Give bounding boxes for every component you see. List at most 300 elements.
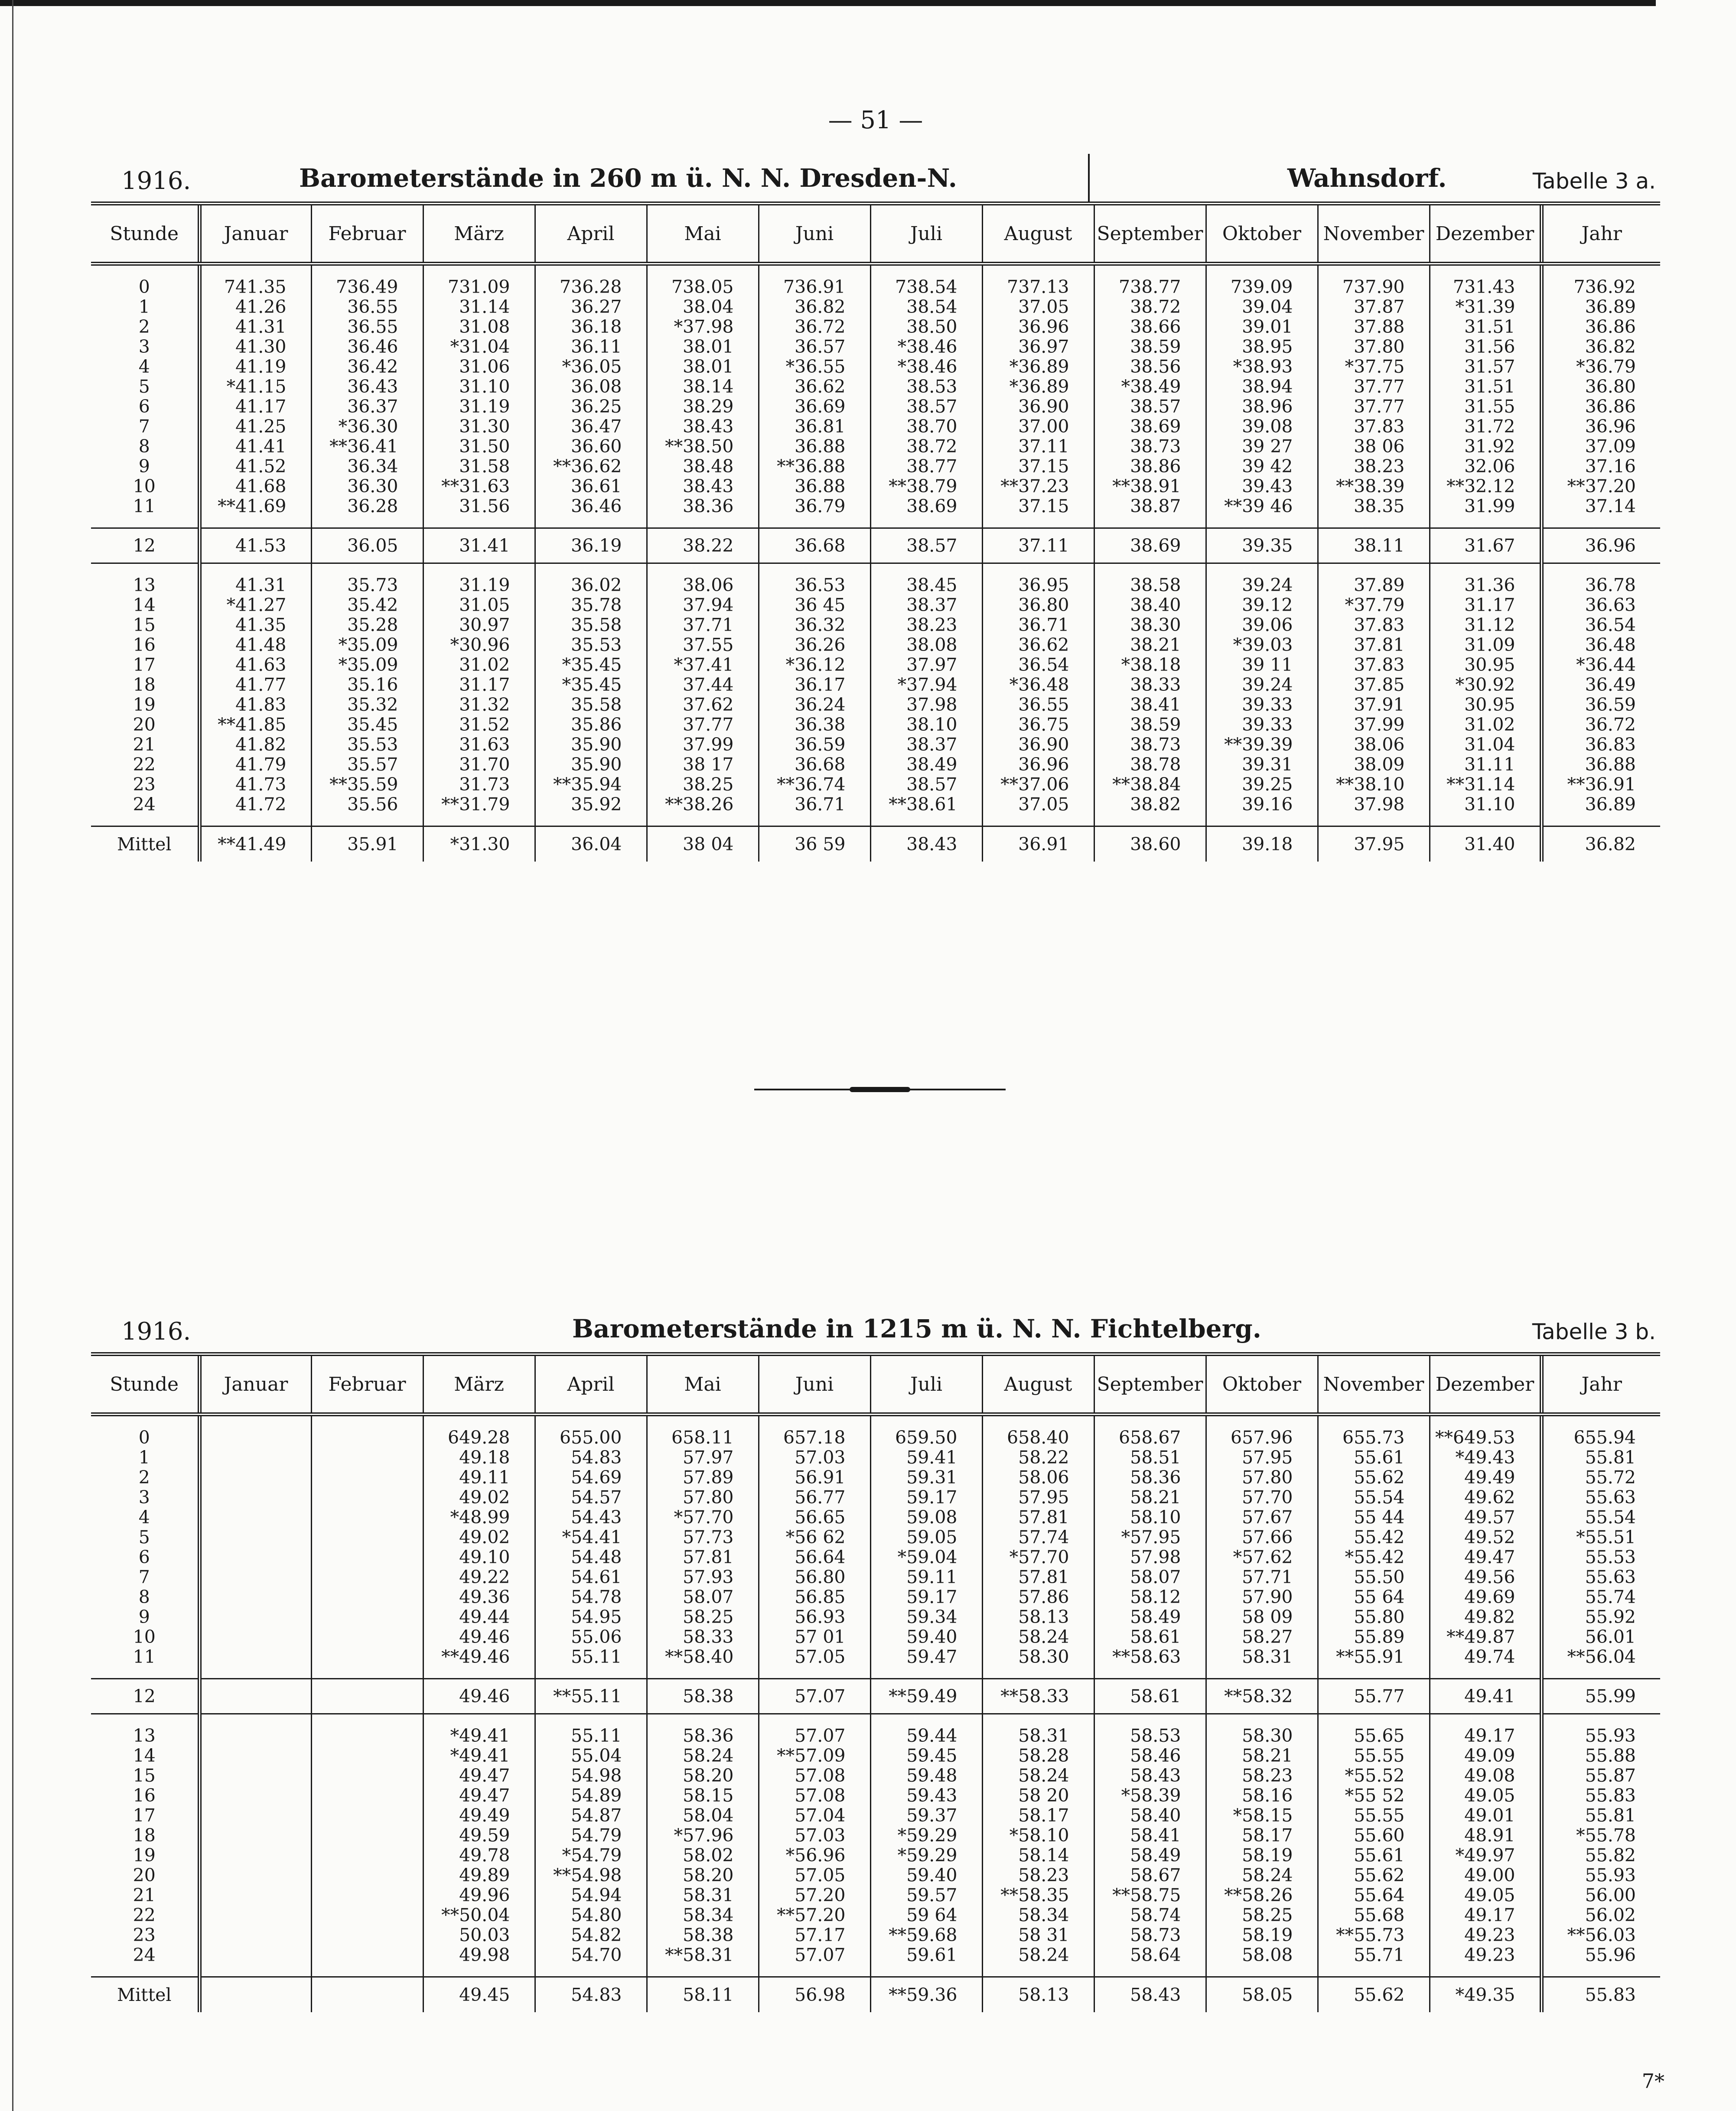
table-row (91, 1467, 1660, 1487)
value-cell: 49.78 (423, 1845, 535, 1865)
value-cell: 58.25 (647, 1607, 759, 1627)
value-cell: *56.96 (759, 1845, 870, 1865)
value-cell: 37.44 (647, 675, 759, 695)
section-fichtelberg (91, 1304, 1660, 2012)
value-cell: 38.30 (1094, 615, 1206, 635)
value-cell (199, 1925, 311, 1945)
hour-cell: 2 (138, 1467, 150, 1488)
table-row (91, 595, 1660, 615)
value-cell: 30.95 (1430, 695, 1541, 715)
value-cell: 39 11 (1206, 655, 1318, 675)
value-cell: 37.88 (1318, 317, 1430, 337)
hour-cell: Mittel (117, 834, 172, 855)
value-cell (199, 1865, 311, 1885)
value-cell: 58.25 (1206, 1905, 1318, 1925)
value-cell (311, 1865, 423, 1885)
column-header: Dezember (1430, 204, 1541, 264)
value-cell: 37.09 (1541, 436, 1660, 456)
value-cell: 59.34 (870, 1607, 982, 1627)
spacer-row (91, 1415, 1660, 1428)
value-cell: 58.21 (1206, 1746, 1318, 1766)
value-cell: 58.36 (1094, 1467, 1206, 1487)
value-cell: 49.82 (1430, 1607, 1541, 1627)
barometer-table (91, 1352, 1660, 2012)
value-cell: 59.45 (870, 1746, 982, 1766)
value-cell: 56.93 (759, 1607, 870, 1627)
value-cell: 58.11 (647, 1978, 759, 2012)
table-row (91, 1527, 1660, 1547)
value-cell: 49.89 (423, 1865, 535, 1885)
value-cell: 39.24 (1206, 675, 1318, 695)
spacer-row (91, 516, 1660, 528)
value-cell: 56.77 (759, 1487, 870, 1507)
value-cell: 56.02 (1541, 1905, 1660, 1925)
value-cell: 38.40 (1094, 595, 1206, 615)
value-cell (311, 1925, 423, 1945)
value-cell: 35.53 (311, 735, 423, 755)
table-row (91, 1905, 1660, 1925)
value-cell: 41.77 (199, 675, 311, 695)
value-cell: 38.43 (647, 476, 759, 496)
value-cell: 36.96 (982, 755, 1094, 774)
value-cell: 49.05 (1430, 1885, 1541, 1905)
value-cell: 38.14 (647, 377, 759, 397)
value-cell: 41.82 (199, 735, 311, 755)
value-cell: 38.06 (1318, 735, 1430, 755)
value-cell: *41.27 (199, 595, 311, 615)
value-cell: *36.05 (535, 357, 647, 377)
value-cell: 38.57 (870, 529, 982, 563)
value-cell: 38.69 (870, 496, 982, 516)
value-cell: *35.09 (311, 655, 423, 675)
column-header: April (535, 204, 647, 264)
value-cell: 36.34 (311, 456, 423, 476)
value-cell: 38.04 (647, 297, 759, 317)
value-cell: **59.36 (870, 1978, 982, 2012)
value-cell: 49.46 (423, 1679, 535, 1714)
value-cell: 54.57 (535, 1487, 647, 1507)
value-cell (199, 1945, 311, 1965)
value-cell: 741.35 (199, 277, 311, 297)
column-header-stunde: Stunde (91, 204, 199, 264)
value-cell: 59.17 (870, 1587, 982, 1607)
value-cell: 54.70 (535, 1945, 647, 1965)
value-cell: 31.02 (423, 655, 535, 675)
value-cell: 58.05 (1206, 1978, 1318, 2012)
table-row (91, 397, 1660, 416)
value-cell: **36.91 (1541, 774, 1660, 794)
value-cell: 39.24 (1206, 575, 1318, 595)
value-cell: 57.93 (647, 1567, 759, 1587)
value-cell: *36.89 (982, 377, 1094, 397)
hour-cell: 3 (138, 336, 150, 357)
value-cell (199, 1547, 311, 1567)
value-cell: 31.09 (1430, 635, 1541, 655)
value-cell: **49.46 (423, 1647, 535, 1667)
value-cell: 36.27 (535, 297, 647, 317)
value-cell: 58.64 (1094, 1945, 1206, 1965)
spacer-row (91, 1965, 1660, 1977)
value-cell: 649.28 (423, 1428, 535, 1447)
value-cell: 39 42 (1206, 456, 1318, 476)
value-cell: 49.36 (423, 1587, 535, 1607)
table-row (91, 774, 1660, 794)
value-cell: 59.48 (870, 1766, 982, 1786)
value-cell: 56.98 (759, 1978, 870, 2012)
value-cell: 31.19 (423, 575, 535, 595)
value-cell: 56.85 (759, 1587, 870, 1607)
table-row (91, 317, 1660, 337)
value-cell: 37.77 (1318, 377, 1430, 397)
value-cell: 58.13 (982, 1978, 1094, 2012)
value-cell: 55.50 (1318, 1567, 1430, 1587)
value-cell: 58.53 (1094, 1726, 1206, 1746)
value-cell (199, 1805, 311, 1825)
value-cell: 38.01 (647, 357, 759, 377)
value-cell (199, 1507, 311, 1527)
value-cell: *49.43 (1430, 1447, 1541, 1467)
column-header: Mai (647, 204, 759, 264)
value-cell: 39 27 (1206, 436, 1318, 456)
value-cell: 31.08 (423, 317, 535, 337)
value-cell: 38.73 (1094, 436, 1206, 456)
value-cell: 31.92 (1430, 436, 1541, 456)
value-cell: 38.33 (1094, 675, 1206, 695)
table-row (91, 1627, 1660, 1647)
table-row (91, 436, 1660, 456)
value-cell: 35.42 (311, 595, 423, 615)
value-cell: 41.31 (199, 317, 311, 337)
value-cell: 739.09 (1206, 277, 1318, 297)
value-cell: *55.51 (1541, 1527, 1660, 1547)
value-cell: 49.98 (423, 1945, 535, 1965)
value-cell: 38.08 (870, 635, 982, 655)
value-cell: 55.63 (1541, 1567, 1660, 1587)
table-label: Tabelle 3 b. (1532, 1319, 1656, 1344)
value-cell: 57.71 (1206, 1567, 1318, 1587)
hour-cell: Mittel (117, 1984, 172, 2005)
value-cell: 32.06 (1430, 456, 1541, 476)
value-cell: **38.61 (870, 794, 982, 814)
value-cell: 38.06 (647, 575, 759, 595)
value-cell: 36.89 (1541, 794, 1660, 814)
header-divider (1088, 154, 1090, 202)
value-cell: 55.83 (1541, 1978, 1660, 2012)
value-cell: *37.94 (870, 675, 982, 695)
section-divider-ornament (754, 1089, 1006, 1090)
value-cell: 36.49 (1541, 675, 1660, 695)
value-cell: 55.72 (1541, 1467, 1660, 1487)
value-cell: 37.98 (870, 695, 982, 715)
value-cell: 36.55 (982, 695, 1094, 715)
value-cell: 55.89 (1318, 1627, 1430, 1647)
value-cell: 57.07 (759, 1726, 870, 1746)
column-header: August (982, 204, 1094, 264)
value-cell (199, 1627, 311, 1647)
value-cell: 38 06 (1318, 436, 1430, 456)
value-cell: **58.26 (1206, 1885, 1318, 1905)
value-cell: 55.65 (1318, 1726, 1430, 1746)
table-title: Barometerstände in 1215 m ü. N. N. Fichtelberg. (572, 1314, 1261, 1343)
value-cell: 56.64 (759, 1547, 870, 1567)
value-cell: 655.73 (1318, 1428, 1430, 1447)
value-cell (311, 1607, 423, 1627)
value-cell: 58.17 (982, 1805, 1094, 1825)
value-cell: 38.73 (1094, 735, 1206, 755)
table-row (91, 1825, 1660, 1845)
hour-cell: 17 (133, 654, 156, 675)
value-cell: **35.94 (535, 774, 647, 794)
value-cell: **49.87 (1430, 1627, 1541, 1647)
value-cell: 31.50 (423, 436, 535, 456)
value-cell: *31.04 (423, 337, 535, 357)
value-cell: 36.78 (1541, 575, 1660, 595)
value-cell: 55.83 (1541, 1786, 1660, 1805)
value-cell: 31.11 (1430, 755, 1541, 774)
value-cell: 36.37 (311, 397, 423, 416)
value-cell: 41.19 (199, 357, 311, 377)
value-cell: 59.43 (870, 1786, 982, 1805)
value-cell: 31.73 (423, 774, 535, 794)
value-cell: 41.79 (199, 755, 311, 774)
value-cell: 54.61 (535, 1567, 647, 1587)
value-cell: 38.45 (870, 575, 982, 595)
table-title-right: Wahnsdorf. (1287, 163, 1447, 193)
table-row (91, 1487, 1660, 1507)
value-cell: 31.41 (423, 529, 535, 563)
value-cell: 55.99 (1541, 1679, 1660, 1714)
value-cell: 38.57 (870, 774, 982, 794)
value-cell (199, 1447, 311, 1467)
value-cell: 49.18 (423, 1447, 535, 1467)
value-cell: *56 62 (759, 1527, 870, 1547)
hour-cell: 5 (138, 1527, 150, 1548)
hour-cell: 23 (133, 1925, 156, 1945)
value-cell: 41.48 (199, 635, 311, 655)
table-row (91, 456, 1660, 476)
value-cell: 36.82 (1541, 337, 1660, 357)
value-cell: 49.57 (1430, 1507, 1541, 1527)
value-cell: 37.77 (1318, 397, 1430, 416)
value-cell: 58.34 (647, 1905, 759, 1925)
value-cell: 36.24 (759, 695, 870, 715)
value-cell: 38.21 (1094, 635, 1206, 655)
value-cell: 36.71 (982, 615, 1094, 635)
value-cell: 31.57 (1430, 357, 1541, 377)
table-row (91, 357, 1660, 377)
value-cell: 35.91 (311, 827, 423, 862)
value-cell (311, 1786, 423, 1805)
value-cell: *57.70 (982, 1547, 1094, 1567)
value-cell: 54.83 (535, 1978, 647, 2012)
value-cell: *31.39 (1430, 297, 1541, 317)
value-cell: *38.49 (1094, 377, 1206, 397)
column-header: Juli (870, 1354, 982, 1415)
value-cell: **55.11 (535, 1679, 647, 1714)
value-cell: *35.45 (535, 675, 647, 695)
value-cell: 58.22 (982, 1447, 1094, 1467)
value-cell: 57.80 (647, 1487, 759, 1507)
value-cell: *58.15 (1206, 1805, 1318, 1825)
value-cell: 39.35 (1206, 529, 1318, 563)
value-cell: 57.07 (759, 1945, 870, 1965)
value-cell: 36.08 (535, 377, 647, 397)
value-cell: 39.01 (1206, 317, 1318, 337)
value-cell: 58.67 (1094, 1865, 1206, 1885)
value-cell (311, 1905, 423, 1925)
value-cell: **59.68 (870, 1925, 982, 1945)
value-cell: 657.18 (759, 1428, 870, 1447)
value-cell (199, 1825, 311, 1845)
value-cell: **58.40 (647, 1647, 759, 1667)
value-cell: 37.05 (982, 794, 1094, 814)
value-cell: 31.10 (423, 377, 535, 397)
value-cell (311, 1447, 423, 1467)
value-cell: 659.50 (870, 1428, 982, 1447)
value-cell: **41.49 (199, 827, 311, 862)
value-cell: 58.74 (1094, 1905, 1206, 1925)
value-cell: 38.78 (1094, 755, 1206, 774)
column-header: März (423, 1354, 535, 1415)
value-cell: 55.04 (535, 1746, 647, 1766)
value-cell: 58.31 (1206, 1647, 1318, 1667)
value-cell: 39.43 (1206, 476, 1318, 496)
value-cell: 55.54 (1318, 1487, 1430, 1507)
value-cell: *39.03 (1206, 635, 1318, 655)
value-cell: 58.24 (1206, 1865, 1318, 1885)
value-cell: 55.55 (1318, 1805, 1430, 1825)
value-cell: **38.26 (647, 794, 759, 814)
value-cell: 36.82 (759, 297, 870, 317)
hour-cell: 10 (133, 1626, 156, 1647)
value-cell: 55.62 (1318, 1865, 1430, 1885)
value-cell: 38.23 (870, 615, 982, 635)
value-cell: 36.86 (1541, 317, 1660, 337)
value-cell: 58.06 (982, 1467, 1094, 1487)
table-row-mittel (91, 827, 1660, 862)
value-cell: 35.73 (311, 575, 423, 595)
value-cell: 36.04 (535, 827, 647, 862)
value-cell: **38.39 (1318, 476, 1430, 496)
table-row (91, 675, 1660, 695)
value-cell: 36.68 (759, 529, 870, 563)
value-cell: 36.62 (759, 377, 870, 397)
value-cell: 41.41 (199, 436, 311, 456)
value-cell: 36.71 (759, 794, 870, 814)
value-cell: 38.22 (647, 529, 759, 563)
value-cell: 36.80 (1541, 377, 1660, 397)
value-cell: **55.73 (1318, 1925, 1430, 1945)
value-cell: 37.80 (1318, 337, 1430, 357)
value-cell (199, 1527, 311, 1547)
value-cell (199, 1567, 311, 1587)
value-cell: **38.10 (1318, 774, 1430, 794)
hour-cell: 15 (133, 615, 156, 635)
value-cell: 55.11 (535, 1726, 647, 1746)
value-cell: 49.96 (423, 1885, 535, 1905)
value-cell: 39.04 (1206, 297, 1318, 317)
value-cell: 58.04 (647, 1805, 759, 1825)
value-cell: 38.57 (1094, 397, 1206, 416)
value-cell: 58.30 (1206, 1726, 1318, 1746)
column-header: Januar (199, 204, 311, 264)
value-cell (199, 1679, 311, 1714)
value-cell (199, 1905, 311, 1925)
table-row (91, 1647, 1660, 1667)
section-dresden (91, 154, 1660, 862)
value-cell (311, 1587, 423, 1607)
value-cell: 54.94 (535, 1885, 647, 1905)
value-cell: **58.35 (982, 1885, 1094, 1905)
value-cell: 58.24 (982, 1766, 1094, 1786)
hour-cell: 17 (133, 1805, 156, 1826)
value-cell: 38.36 (647, 496, 759, 516)
hour-cell: 4 (138, 356, 150, 377)
value-cell: 38.09 (1318, 755, 1430, 774)
table-row (91, 1567, 1660, 1587)
value-cell: **32.12 (1430, 476, 1541, 496)
value-cell: 38.59 (1094, 337, 1206, 357)
value-cell: 55.62 (1318, 1467, 1430, 1487)
value-cell: 57.03 (759, 1447, 870, 1467)
value-cell: 58.21 (1094, 1487, 1206, 1507)
value-cell: 38.82 (1094, 794, 1206, 814)
value-cell: 36.32 (759, 615, 870, 635)
value-cell: 36.59 (759, 735, 870, 755)
year-label: 1916. (121, 1317, 191, 1346)
column-header: November (1318, 204, 1430, 264)
hour-cell: 9 (138, 1607, 150, 1627)
value-cell: 36.86 (1541, 397, 1660, 416)
value-cell: **41.69 (199, 496, 311, 516)
table-row (91, 297, 1660, 317)
value-cell: 31.32 (423, 695, 535, 715)
column-header: November (1318, 1354, 1430, 1415)
value-cell: 36.53 (759, 575, 870, 595)
value-cell: 36.69 (759, 397, 870, 416)
column-header: April (535, 1354, 647, 1415)
value-cell: 58.43 (1094, 1766, 1206, 1786)
value-cell: 31.56 (423, 496, 535, 516)
value-cell: 54.80 (535, 1905, 647, 1925)
barometer-table (91, 202, 1660, 862)
value-cell: 49.47 (1430, 1547, 1541, 1567)
table-row (91, 1925, 1660, 1945)
value-cell: 59.40 (870, 1627, 982, 1647)
value-cell: *57.96 (647, 1825, 759, 1845)
value-cell: 36.72 (759, 317, 870, 337)
value-cell: **58.32 (1206, 1679, 1318, 1714)
value-cell: *36.55 (759, 357, 870, 377)
value-cell: 39.16 (1206, 794, 1318, 814)
value-cell: 738.77 (1094, 277, 1206, 297)
value-cell: 55.61 (1318, 1845, 1430, 1865)
column-header: Jahr (1541, 204, 1660, 264)
value-cell: 36.88 (1541, 755, 1660, 774)
value-cell: 35.56 (311, 794, 423, 814)
value-cell: 36.47 (535, 416, 647, 436)
value-cell: *57.70 (647, 1507, 759, 1527)
value-cell: 55.63 (1541, 1487, 1660, 1507)
value-cell: 35.45 (311, 715, 423, 735)
value-cell: 736.91 (759, 277, 870, 297)
value-cell: 48.91 (1430, 1825, 1541, 1845)
value-cell (311, 1679, 423, 1714)
value-cell: 56.65 (759, 1507, 870, 1527)
table-row (91, 1766, 1660, 1786)
value-cell: 59.37 (870, 1805, 982, 1825)
value-cell: *36.12 (759, 655, 870, 675)
